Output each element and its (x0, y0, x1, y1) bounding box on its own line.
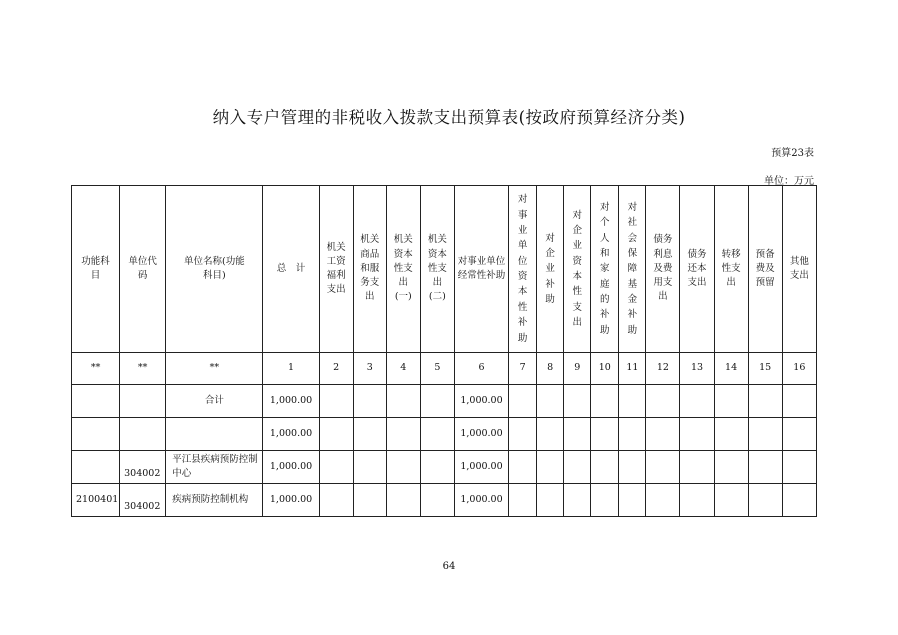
total-cell: 1,000.00 (263, 385, 319, 418)
empty-cell (591, 451, 619, 484)
index-cell: 3 (353, 353, 386, 385)
func-subject-cell (72, 418, 120, 451)
table-number: 预算23表 (771, 148, 814, 159)
unit-name-cell: 平江县疾病预防控制中心 (166, 451, 263, 484)
empty-cell (353, 484, 386, 517)
header-col-2: 机关工资福利支出 (319, 186, 353, 353)
index-cell: 1 (263, 353, 319, 385)
unit-name-cell: 疾病预防控制机构 (166, 484, 263, 517)
header-col-15: 预备费及预留 (748, 186, 782, 353)
empty-cell (680, 484, 714, 517)
header-col-5: 机关资本性支出(二) (420, 186, 454, 353)
header-col-3: 机关商品和服务支出 (353, 186, 386, 353)
empty-cell (782, 484, 816, 517)
empty-cell (680, 451, 714, 484)
func-subject-cell (72, 451, 120, 484)
header-col-7: 对事业单位资本性补助 (509, 186, 537, 353)
empty-cell (564, 451, 591, 484)
empty-cell (748, 418, 782, 451)
header-unit-name: 单位名称(功能科目) (166, 186, 263, 353)
empty-cell (386, 451, 420, 484)
table-row (72, 484, 817, 517)
empty-cell (748, 385, 782, 418)
empty-cell (319, 451, 353, 484)
func-subject-cell (72, 385, 120, 418)
empty-cell (537, 484, 564, 517)
unit-name-cell: 合计 (166, 385, 263, 418)
unit-code-cell: 304002 (120, 451, 166, 484)
header-function-subject: 功能科目 (72, 186, 120, 353)
header-total: 总 计 (263, 186, 319, 353)
table-row (72, 451, 817, 484)
empty-cell (537, 385, 564, 418)
empty-cell (564, 418, 591, 451)
empty-cell (319, 484, 353, 517)
empty-cell (509, 385, 537, 418)
table-row (72, 418, 817, 451)
empty-cell (714, 385, 748, 418)
col6-cell: 1,000.00 (454, 418, 508, 451)
index-cell: 14 (714, 353, 748, 385)
empty-cell (748, 451, 782, 484)
unit-code-cell (120, 385, 166, 418)
index-cell: 4 (386, 353, 420, 385)
header-col-16: 其他支出 (782, 186, 816, 353)
total-cell: 1,000.00 (263, 484, 319, 517)
empty-cell (537, 418, 564, 451)
empty-cell (319, 385, 353, 418)
empty-cell (420, 484, 454, 517)
total-cell: 1,000.00 (263, 418, 319, 451)
empty-cell (619, 418, 646, 451)
empty-cell (420, 418, 454, 451)
unit-name-cell (166, 418, 263, 451)
empty-cell (619, 451, 646, 484)
index-cell: 10 (591, 353, 619, 385)
func-subject-cell: 2100401 (72, 484, 120, 517)
empty-cell (591, 418, 619, 451)
index-row (72, 353, 817, 385)
empty-cell (537, 451, 564, 484)
empty-cell (748, 484, 782, 517)
page-number: 64 (442, 561, 456, 572)
table-row (72, 385, 817, 418)
empty-cell (646, 418, 680, 451)
empty-cell (646, 385, 680, 418)
header-col-14: 转移性支出 (714, 186, 748, 353)
index-cell: 12 (646, 353, 680, 385)
index-cell: 9 (564, 353, 591, 385)
empty-cell (680, 385, 714, 418)
empty-cell (646, 451, 680, 484)
index-cell: ** (120, 353, 166, 385)
index-cell: 16 (782, 353, 816, 385)
empty-cell (386, 484, 420, 517)
empty-cell (319, 418, 353, 451)
empty-cell (714, 451, 748, 484)
header-col-12: 债务利息及费用支出 (646, 186, 680, 353)
empty-cell (509, 451, 537, 484)
empty-cell (353, 451, 386, 484)
header-col-10: 对个人和家庭的补助 (591, 186, 619, 353)
index-cell: 13 (680, 353, 714, 385)
header-col-4: 机关资本性支出(一) (386, 186, 420, 353)
empty-cell (591, 385, 619, 418)
empty-cell (509, 484, 537, 517)
page-title: 纳入专户管理的非税收入拨款支出预算表(按政府预算经济分类) (212, 108, 686, 127)
header-row (72, 186, 817, 353)
col6-cell: 1,000.00 (454, 385, 508, 418)
index-cell: 15 (748, 353, 782, 385)
total-cell: 1,000.00 (263, 451, 319, 484)
empty-cell (353, 385, 386, 418)
empty-cell (714, 418, 748, 451)
empty-cell (680, 418, 714, 451)
empty-cell (782, 418, 816, 451)
index-cell: 11 (619, 353, 646, 385)
empty-cell (353, 418, 386, 451)
unit-code-cell (120, 418, 166, 451)
index-cell: 6 (454, 353, 508, 385)
empty-cell (420, 385, 454, 418)
empty-cell (591, 484, 619, 517)
empty-cell (782, 451, 816, 484)
budget-table (71, 185, 817, 517)
index-cell: 5 (420, 353, 454, 385)
unit-code-cell: 304002 (120, 484, 166, 517)
col6-cell: 1,000.00 (454, 451, 508, 484)
index-cell: 2 (319, 353, 353, 385)
empty-cell (619, 484, 646, 517)
empty-cell (386, 385, 420, 418)
col6-cell: 1,000.00 (454, 484, 508, 517)
header-col-11: 对社会保障基金补助 (619, 186, 646, 353)
index-cell: 8 (537, 353, 564, 385)
empty-cell (619, 385, 646, 418)
empty-cell (782, 385, 816, 418)
empty-cell (564, 484, 591, 517)
empty-cell (509, 418, 537, 451)
header-col-9: 对企业资本性支出 (564, 186, 591, 353)
empty-cell (564, 385, 591, 418)
header-col-13: 债务还本支出 (680, 186, 714, 353)
empty-cell (646, 484, 680, 517)
index-cell: 7 (509, 353, 537, 385)
index-cell: ** (166, 353, 263, 385)
empty-cell (386, 418, 420, 451)
empty-cell (714, 484, 748, 517)
index-cell: ** (72, 353, 120, 385)
header-col-8: 对企业补助 (537, 186, 564, 353)
empty-cell (420, 451, 454, 484)
header-unit-code: 单位代码 (120, 186, 166, 353)
header-col-6: 对事业单位经常性补助 (454, 186, 508, 353)
unit-label: 单位：万元 (764, 176, 814, 187)
